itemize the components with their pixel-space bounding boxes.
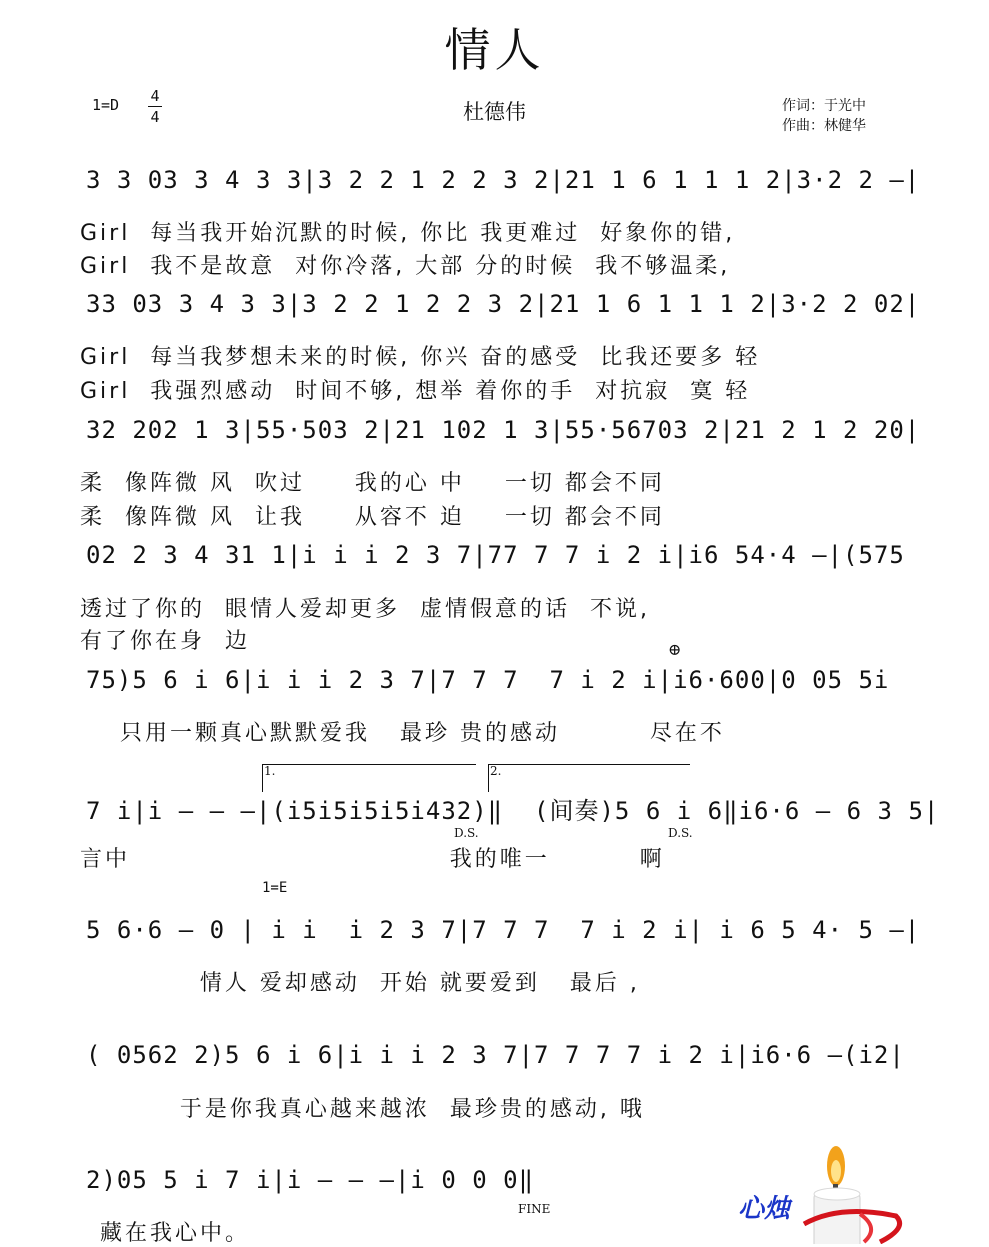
notation-line: 2)05 5 i 7 i|i — — —|i 0 0 0‖ [86, 1166, 535, 1194]
lyricist-credit: 作词：于光中 [782, 98, 866, 114]
notation-line: 75)5 6 i 6|i i i 2 3 7|7 7 7 7 i 2 i|i6·600|0 05 5i [86, 666, 890, 694]
notation-line: 7 i|i — — —|(i5i5i5i5i432)‖ (间奏)5 6 i 6‖i6·6 — 6 3 5| [86, 797, 940, 825]
logo-text: 心烛 [738, 1194, 791, 1224]
coda-icon: ⊕ [668, 640, 682, 659]
notation-line: 3 3 03 3 4 3 3|3 2 2 1 2 2 3 2|21 1 6 1 1 1 2|3·2 2 —| [86, 166, 921, 194]
meter-bottom: 4 [150, 108, 160, 126]
volta-2-label: 2. [490, 764, 502, 778]
lyric-line: Girl 每当我开始沉默的时候, 你比 我更难过 好象你的错, [80, 221, 736, 246]
notation-line: 33 03 3 4 3 3|3 2 2 1 2 2 3 2|21 1 6 1 1 1 2|3·2 2 02| [86, 290, 921, 318]
lyric-line: 透过了你的 眼情人爱却更多 虚情假意的话 不说, [80, 597, 650, 622]
key-signature: 1=D [92, 96, 120, 114]
dal-segno-mark: D.S. [454, 826, 479, 840]
candle-icon [800, 1138, 910, 1244]
notation-line: 32 202 1 3|55·503 2|21 102 1 3|55·56703 2|21 2 1 2 20| [86, 416, 921, 444]
volta-bracket [262, 764, 476, 765]
lyric-line: 柔 像阵微 风 吹过 我的心 中 一切 都会不同 [80, 471, 665, 496]
lyric-line: 只用一颗真心默默爱我 最珍 贵的感动 尽在不 [80, 721, 725, 746]
lyric-line: 于是你我真心越来越浓 最珍贵的感动, 哦 [80, 1097, 645, 1122]
fine-mark: FINE [518, 1202, 551, 1216]
volta-bracket-edge [488, 764, 489, 792]
notation-line: ( 0562 2)5 6 i 6|i i i 2 3 7|7 7 7 7 i 2 i|i6·6 —(i2| [86, 1041, 905, 1069]
lyric-line: Girl 我强烈感动 时间不够, 想举 着你的手 对抗寂 寞 轻 [80, 379, 751, 404]
lyric-line: 情人 爱却感动 开始 就要爱到 最后 , [80, 971, 640, 996]
meter-top: 4 [150, 87, 160, 105]
song-title: 情人 [444, 23, 545, 77]
credits [782, 96, 866, 136]
dal-segno-mark: D.S. [668, 826, 693, 840]
lyric-line: 言中 我的唯一 啊 [80, 847, 665, 872]
key-change: 1=E [262, 880, 288, 896]
lyric-line: 藏在我心中。 [80, 1221, 250, 1246]
lyric-line: 柔 像阵微 风 让我 从容不 迫 一切 都会不同 [80, 505, 665, 530]
lyric-line: Girl 每当我梦想未来的时候, 你兴 奋的感受 比我还要多 轻 [80, 345, 761, 370]
composer-credit: 作曲：林健华 [782, 118, 866, 134]
lyric-line: Girl 我不是故意 对你冷落, 大部 分的时候 我不够温柔, [80, 254, 731, 279]
volta-1-label: 1. [264, 764, 276, 778]
singer-name: 杜德伟 [463, 100, 526, 124]
volta-bracket-edge [262, 764, 263, 792]
volta-bracket [488, 764, 690, 765]
notation-line: 02 2 3 4 31 1|i i i 2 3 7|77 7 7 i 2 i|i6 54·4 —|(575 [86, 541, 905, 569]
lyric-line: 有了你在身 边 [80, 629, 250, 654]
notation-line: 5 6·6 — 0 | i i i 2 3 7|7 7 7 7 i 2 i| i 6 5 4· 5 —| [86, 916, 921, 944]
